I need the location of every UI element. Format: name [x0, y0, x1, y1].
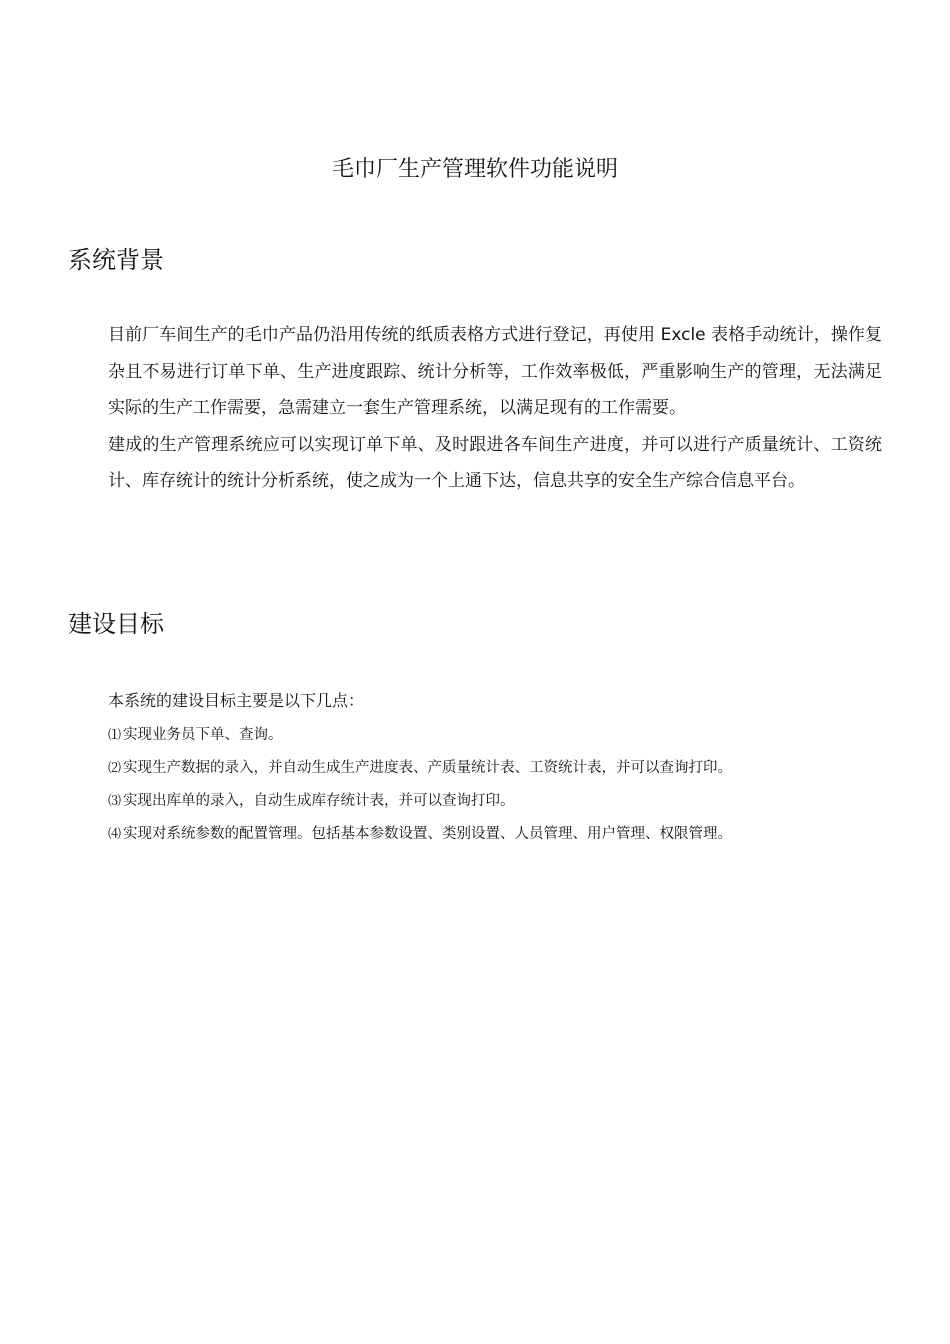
goal-text: 实现业务员下单、查询。	[123, 727, 283, 743]
section-heading-goals: 建设目标	[68, 610, 164, 638]
goals-intro: 本系统的建设目标主要是以下几点：	[108, 691, 365, 710]
goal-number: ⑶	[108, 794, 122, 809]
background-paragraph-1-part-a: 目前厂车间生产的毛巾产品仍沿用传统的纸质表格方式进行登记，再使用	[108, 325, 661, 345]
background-section-body	[108, 317, 882, 500]
goal-number: ⑴	[108, 728, 122, 743]
background-paragraph-1	[108, 317, 882, 427]
goals-list	[108, 720, 732, 852]
excle-term: Excle	[660, 325, 706, 345]
document-title: 毛巾厂生产管理软件功能说明	[331, 157, 618, 182]
goal-item	[108, 720, 732, 753]
background-paragraph-2: 建成的生产管理系统应可以实现订单下单、及时跟进各车间生产进度，并可以进行产质量统计、工资统计、库存统计的统计分析系统，使之成为一个上通下达，信息共享的安全生产综合信息平台。	[108, 434, 882, 492]
goal-number: ⑷	[108, 827, 122, 842]
section-heading-background: 系统背景	[68, 246, 164, 274]
goal-number: ⑵	[108, 761, 122, 776]
background-paragraph-1-part-b: 表格手动统计，操作复杂且不易进行订单下单、生产进度跟踪、统计分析等，工作效率极低，严重影响生产的管理，无法满足实际的生产工作需要，急需建立一套生产管理系统，以满足现有的工作需要。	[108, 325, 883, 419]
goal-item	[108, 819, 732, 852]
goal-item	[108, 786, 732, 819]
goal-text: 实现生产数据的录入，并自动生成生产进度表、产质量统计表、工资统计表，并可以查询打印。	[123, 760, 733, 776]
goal-text: 实现出库单的录入，自动生成库存统计表，并可以查询打印。	[123, 793, 515, 809]
goal-text: 实现对系统参数的配置管理。包括基本参数设置、类别设置、人员管理、用户管理、权限管理。	[123, 826, 733, 842]
goal-item	[108, 753, 732, 786]
